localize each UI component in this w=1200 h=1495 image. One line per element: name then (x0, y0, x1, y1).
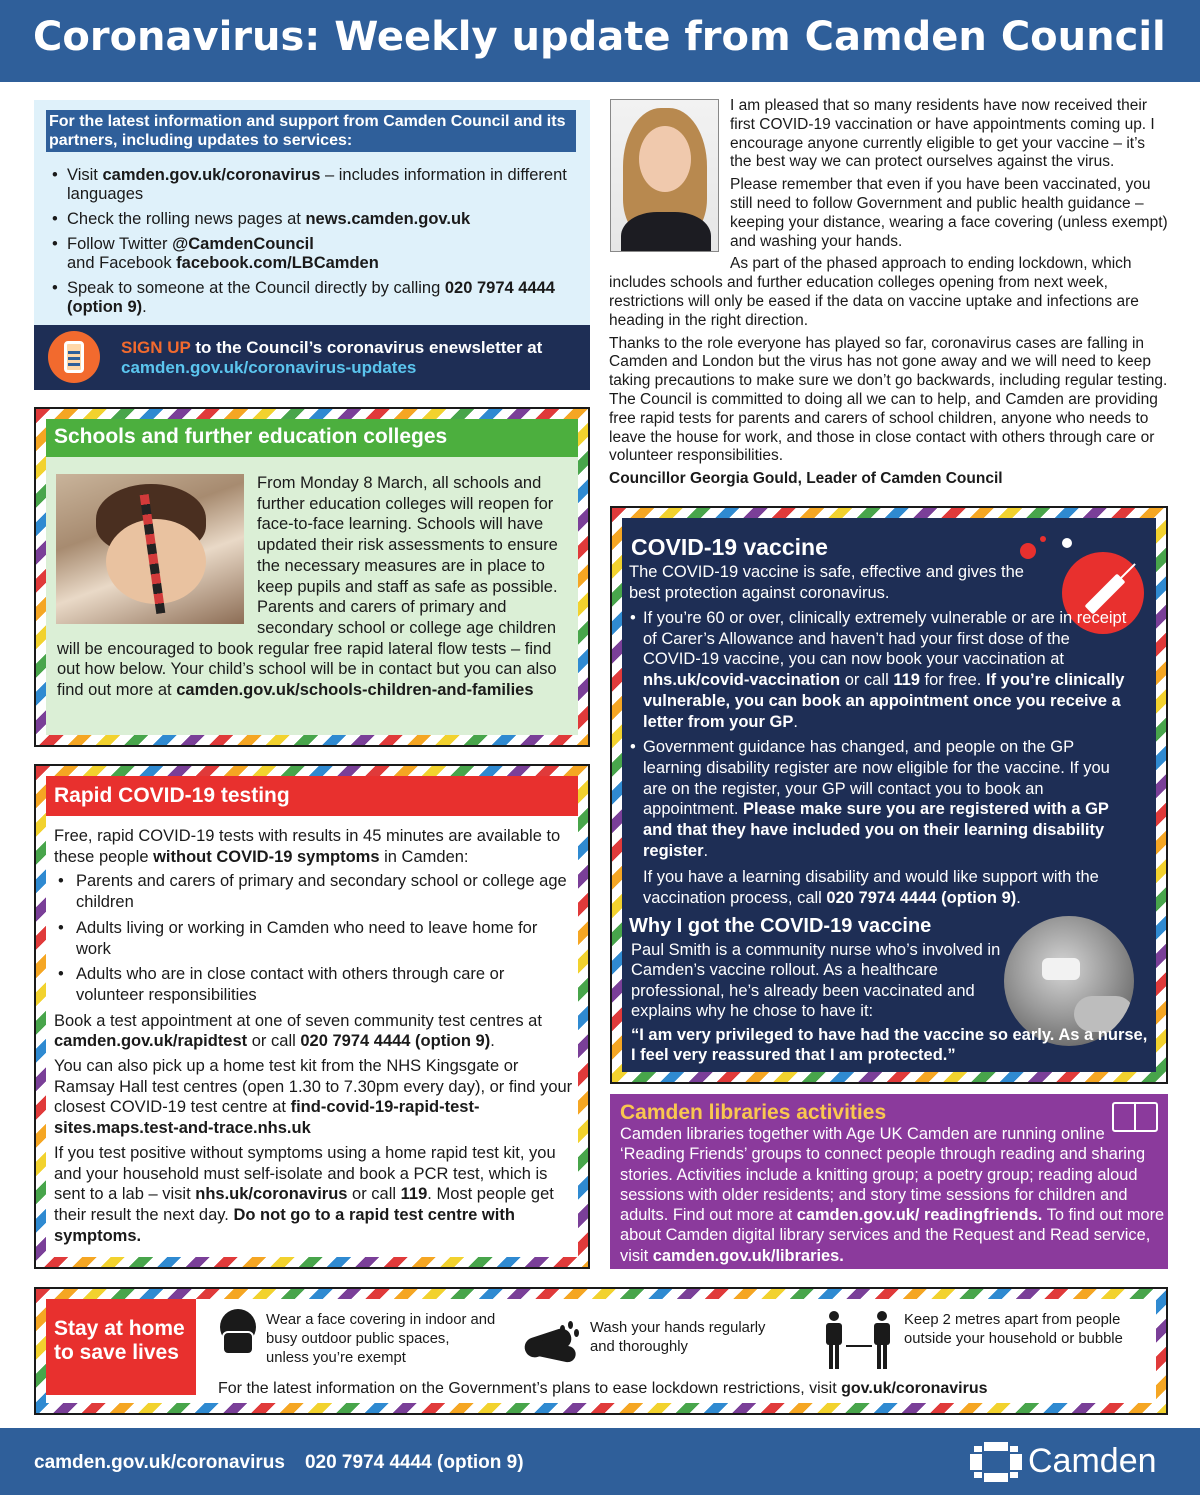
schools-title: Schools and further education colleges (46, 419, 578, 457)
why-title: Why I got the COVID-19 vaccine (629, 915, 932, 937)
list-item: • Check the rolling news pages at news.camden.gov.uk (52, 210, 572, 229)
rapidtest-link[interactable]: camden.gov.uk/rapidtest (54, 1032, 248, 1051)
vaccine-list (630, 608, 1130, 866)
list-item: • Visit camden.gov.uk/coronavirus – includes information in different languages (52, 166, 572, 204)
libraries-body: Camden libraries together with Age UK Camden are running online ‘Reading Friends’ groups to connect people through reading and sharing stories. Activities include a knitting group; a poetry group; reading aloud sessions with older residents; and story time sessions for children and adults. Find out more at camden.gov.uk/ readingfriends. To find out more about Camden digital library services and the Request and Read service, visit camden.gov.uk/libraries. (620, 1125, 1165, 1265)
tip-distance: Keep 2 metres apart from people outside your household or bubble (904, 1312, 1123, 1347)
hand-wash-icon (522, 1321, 578, 1363)
stay-home-section (34, 1287, 1168, 1415)
website-link[interactable]: camden.gov.uk/coronavirus (102, 166, 321, 184)
info-list (52, 166, 572, 323)
libraries-title: Camden libraries activities (620, 1101, 887, 1124)
camden-logo-icon (970, 1442, 1022, 1482)
nurse-intro: Paul Smith is a community nurse who’s involved in Camden’s vaccine rollout. As a healthcare professional, he’s already been vaccinated and explains why he chose to have it: (631, 941, 1001, 1020)
rapid-title: Rapid COVID-19 testing (46, 776, 578, 816)
vaccine-section (610, 506, 1168, 1084)
nhs-coronavirus-link[interactable]: nhs.uk/coronavirus (195, 1185, 348, 1204)
schools-section (34, 407, 590, 747)
libraries-section (610, 1094, 1168, 1269)
phone-number: 020 7974 4444 (option 9) (67, 279, 555, 316)
nurse-quote: “I am very privileged to have had the vaccine so early. As a nurse, I feel very reassured that I am protected.” (631, 1026, 1148, 1065)
phone-icon (48, 331, 100, 383)
list-item: • Adults living or working in Camden who need to leave home for work (54, 918, 574, 959)
camden-logo (970, 1440, 1170, 1484)
face-mask-icon (218, 1309, 258, 1363)
info-heading: For the latest information and support from Camden Council and its partners, including updates to services: (46, 110, 576, 152)
schools-link[interactable]: camden.gov.uk/schools-children-and-families (176, 681, 534, 700)
list-item: • Follow Twitter @CamdenCouncil and Facebook facebook.com/LBCamden (52, 235, 572, 273)
page-footer (0, 1428, 1200, 1495)
readingfriends-link[interactable]: camden.gov.uk/ readingfriends. (796, 1206, 1043, 1225)
twitter-link[interactable]: @CamdenCouncil (172, 235, 314, 253)
tip-face-covering: Wear a face covering in indoor and busy outdoor public spaces, unless you’re exempt (266, 1312, 496, 1366)
news-link[interactable]: news.camden.gov.uk (305, 210, 471, 228)
signup-link[interactable]: camden.gov.uk/coronavirus-updates (121, 358, 417, 377)
facebook-link[interactable]: facebook.com/LBCamden (176, 254, 379, 272)
leader-signature: Councillor Georgia Gould, Leader of Camden Council (609, 470, 1003, 488)
signup-banner[interactable] (34, 325, 590, 390)
vaccine-intro: The COVID-19 vaccine is safe, effective and gives the best protection against coronavirus. (629, 563, 1024, 602)
rapid-testing-section (34, 764, 590, 1269)
rapid-body: Free, rapid COVID-19 tests with results in 45 minutes are available to these people without COVID-19 symptoms in Camden: • Parents and carers of primary and secondary school or college age children • Adults living or working in Camden who need to leave home for work • Adults who are in close contact with others through care or volunteer responsibilities Book a test appointment at one of seven community test centres at camden.gov.uk/rapidtest or call 020 7974 4444 (option 9). You can also pick up a home test kit from the NHS Kingsgate or Ramsay Hall test centres (open 1.30 to 7.30pm every day), or find your closest COVID-19 test centre at find-covid-19-rapid-test-sites.maps.test-and-trace.nhs.uk If you test positive without symptoms using a home rapid test kit, you and your household must self-isolate and book a PCR test, which is sent to a lab – visit nhs.uk/coronavirus or call 119. Most people get their result the next day. Do not go to a rapid test centre with symptoms. (54, 826, 574, 1250)
page-title: Coronavirus: Weekly update from Camden Council (33, 14, 1166, 60)
list-item: • Government guidance has changed, and people on the GP learning disability register are now eligible for the vaccine. If you are on the register, your GP will contact you to book an appointment. Please make sure you are registered with a GP and that they have included you on their learning disability register. (630, 737, 1130, 861)
list-item: • Speak to someone at the Council directly by calling 020 7974 4444 (option 9). (52, 279, 572, 317)
signup-text: SIGN UP to the Council’s coronavirus enewsletter at camden.gov.uk/coronavirus-updates (121, 338, 543, 377)
list-item: • Adults who are in close contact with others through care or volunteer responsibilities (54, 964, 574, 1005)
schools-body: From Monday 8 March, all schools and further education colleges will reopen for face-to-face learning. Schools will have updated their risk assessments to ensure the necessary measures are in place to keep pupils and staff as safe as possible. Parents and carers of primary and secondary school or college age children will be encouraged to book regular free rapid lateral flow tests – find out how below. Your child’s school will be in contact but you can also find out more at camden.gov.uk/schools-children-and-families (57, 474, 558, 700)
gov-link[interactable]: gov.uk/coronavirus (841, 1380, 988, 1397)
list-item: • If you’re 60 or over, clinically extremely vulnerable or are in receipt of Carer’s Allowance and haven’t had your first dose of the COVID-19 vaccine, you can now book your vaccination at nhs.uk/covid-vaccination or call 119 for free. If you’re clinically vulnerable, you can book an appointment once you receive a letter from your GP. (630, 608, 1130, 732)
vaccine-title: COVID-19 vaccine (631, 534, 828, 560)
footer-phone: 020 7974 4444 (option 9) (304, 1452, 524, 1473)
lockdown-info: For the latest information on the Government’s plans to ease lockdown restrictions, visit gov.uk/coronavirus (218, 1380, 988, 1397)
vaccination-link[interactable]: nhs.uk/covid-vaccination (643, 671, 841, 690)
leader-message: I am pleased that so many residents have now received their first COVID-19 vaccination or have appointments coming up. I encourage anyone currently eligible to get your vaccine – it’s the best way we can protect ourselves against the virus. Please remember that even if you have been vaccinated, you still need to follow Government and public health guidance – keeping your distance, wearing a face covering (unless exempt) and washing your hands. As part of the phased approach to ending lockdown, which includes schools and further education colleges opening from next week, restrictions will only be eased if the data on vaccine uptake and infections are heading in the right direction. Thanks to the role everyone has played so far, coronavirus cases are falling in Camden and London but the virus has not gone away and we will need to keep taking precautions to make sure we don’t go backwards, including regular testing. The Council is committed to doing all we can to help, and Camden are providing free rapid tests for parents and carers of school children, anyone who needs to leave the house for work, and those in close contact with others through care or volunteer responsibilities. Councillor Georgia Gould, Leader of Camden Council (609, 97, 1168, 488)
page-header (0, 0, 1200, 82)
info-box (34, 100, 590, 390)
libraries-link[interactable]: camden.gov.uk/libraries. (652, 1246, 844, 1265)
footer-url[interactable]: camden.gov.uk/coronavirus (34, 1452, 285, 1473)
list-item: • Parents and carers of primary and secondary school or college age children (54, 871, 574, 912)
distance-icon (826, 1311, 892, 1369)
footer-contacts (34, 1452, 544, 1474)
camden-logo-text: Camden (1028, 1442, 1157, 1480)
tip-wash-hands: Wash your hands regularly and thoroughly (590, 1320, 766, 1355)
rapid-list (54, 871, 574, 1005)
learning-disability-note: If you have a learning disability and would like support with the vaccination process, call 020 7974 4444 (option 9). (643, 868, 1099, 907)
test-sites-link[interactable]: find-covid-19-rapid-test-sites.maps.test-and-trace.nhs.uk (54, 1098, 480, 1138)
stay-home-title: Stay at home to save lives (46, 1299, 196, 1395)
